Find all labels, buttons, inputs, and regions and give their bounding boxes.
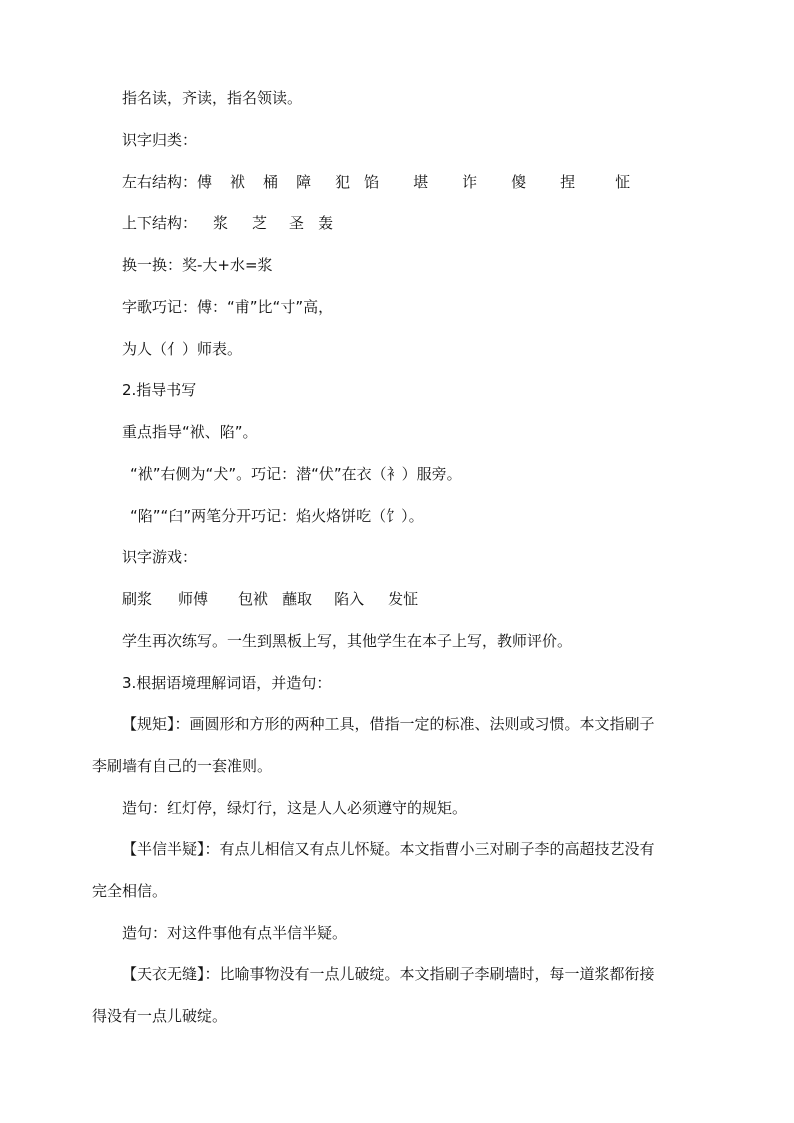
word: 包袱 <box>238 590 269 608</box>
paragraph: 造句：红灯停，绿灯行，这是人人必须遵守的规矩。 <box>122 799 468 817</box>
heading-word-classification: 识字归类： <box>122 131 198 149</box>
paragraph: 造句：对这件事他有点半信半疑。 <box>122 924 348 942</box>
paragraph: 【天衣无缝】：比喻事物没有一点儿破绽。本文指刷子李刷墙时，每一道浆都衔接 <box>122 965 655 983</box>
word: 发怔 <box>388 590 419 608</box>
char: 桶 <box>263 173 279 191</box>
char: 馅 <box>364 173 380 191</box>
paragraph: 李刷墙有自己的一套准则。 <box>92 757 273 775</box>
word: 刷浆 <box>122 590 153 608</box>
paragraph: 为人（亻）师表。 <box>122 340 243 358</box>
paragraph: “陷”“臼”两笔分开巧记：焰火烙饼吃（饣）。 <box>130 507 424 525</box>
section-heading: 2.指导书写 <box>122 381 197 399</box>
char: 捏 <box>560 173 576 191</box>
heading-word-game: 识字游戏： <box>122 548 198 566</box>
row-label: 左右结构： <box>122 173 198 191</box>
char: 傻 <box>511 173 527 191</box>
char: 诈 <box>462 173 478 191</box>
paragraph: 重点指导“袱、陷”。 <box>122 423 258 441</box>
paragraph: “袱”右侧为“犬”。巧记：潜“伏”在衣（衤）服旁。 <box>130 465 462 483</box>
char: 犯 <box>335 173 351 191</box>
char: 轰 <box>318 214 334 232</box>
word: 师傅 <box>178 590 209 608</box>
char: 袱 <box>230 173 246 191</box>
paragraph: 【规矩】：画圆形和方形的两种工具，借指一定的标准、法则或习惯。本文指刷子 <box>122 715 655 733</box>
section-heading: 3.根据语境理解词语，并造句： <box>122 674 332 692</box>
char: 芝 <box>252 214 268 232</box>
char: 障 <box>296 173 312 191</box>
word: 陷入 <box>334 590 365 608</box>
char: 傅 <box>197 173 213 191</box>
top-bottom-structure-row <box>122 213 333 233</box>
char: 圣 <box>289 214 305 232</box>
paragraph: 换一换：奖-大+水=浆 <box>122 256 273 274</box>
paragraph: 得没有一点儿破绽。 <box>92 1007 228 1025</box>
paragraph: 字歌巧记：傅：“甫”比“寸”高， <box>122 298 334 316</box>
paragraph: 完全相信。 <box>92 882 168 900</box>
char: 浆 <box>213 214 229 232</box>
paragraph: 【半信半疑】：有点儿相信又有点儿怀疑。本文指曹小三对刷子李的高超技艺没有 <box>122 840 655 858</box>
left-right-structure-row <box>122 172 630 192</box>
paragraph: 指名读，齐读，指名领读。 <box>122 89 303 107</box>
char: 怔 <box>615 173 631 191</box>
word: 蘸取 <box>282 590 313 608</box>
char: 堪 <box>413 173 429 191</box>
word-game-row <box>122 589 418 609</box>
row-label: 上下结构： <box>122 214 198 232</box>
paragraph: 学生再次练写。一生到黑板上写，其他学生在本子上写，教师评价。 <box>122 632 573 650</box>
